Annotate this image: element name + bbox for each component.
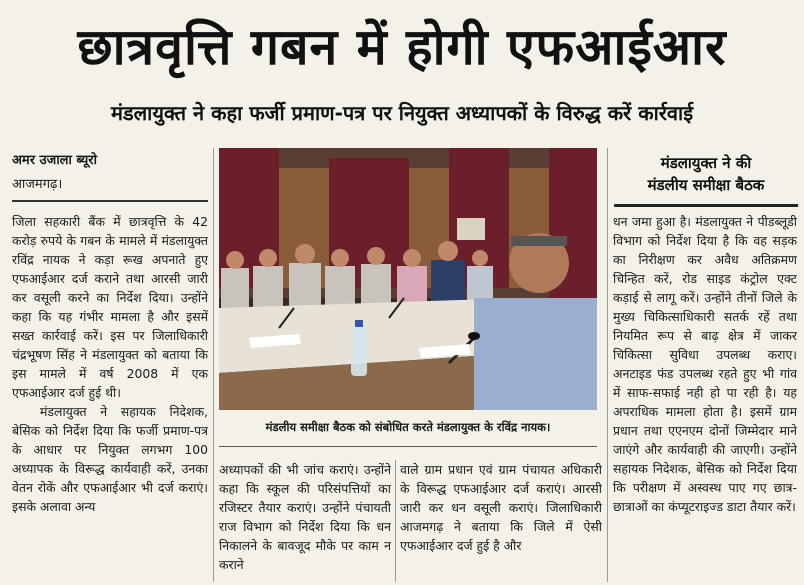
column2-paragraph-1: अध्यापकों की भी जांच कराएं। उन्होंने कहा कि स्कूल की परिसंपत्तियों का रजिस्टर तैयार कराएं। उन्होंने पंचायती राज विभाग को निर्देश दिया कि धन निकालने के बावजूद मौके पर काम न कराने — [219, 462, 391, 572]
column3-paragraph-1: वाले ग्राम प्रधान एवं ग्राम पंचायत अधिकारी के विरूद्ध एफआईआर दर्ज कराएं। आरसी जारी कर धन वसूली कराएं। जिलाधिकारी आजमगढ़ ने बताया कि जिले में ऐसी एफआईआर दर्ज हुई है और — [400, 462, 602, 553]
sidebox-title-line-2: मंडलीय समीक्षा बैठक — [647, 176, 765, 194]
column4-paragraph-1: धन जमा हुआ है। मंडलायुक्त ने पीडब्लूडी विभाग को निर्देश दिया है कि वह सड़क का निरीक्षण कर अवैध अतिक्रमण चिन्हित करें, रोड साइड कंट्रोल एक्ट कड़ाई से लागू करें। उन्होंने तीनों जिले के मुख्य चिकित्साधिकारी सतर्क रहें तथा नियमित रूप से बाढ़ क्षेत्र में जाकर चिकित्सा सुविधा उपलब्ध कराए। अनटाइड फंड उपलब्ध रहते हुए भी गांव में साफ-सफाई नही हो पा रही है। यह अपराधिक मामला होता है। इसमें ग्राम प्रधान तथा एएनएम दोनों जिम्मेदार माने जाएंगे और कार्यवाही की जाएगी। उन्होंने सहायक निदेशक, बेसिक को निर्देश दिया कि परीक्षण में अस्वस्थ पाए गए छात्र-छात्राओं का कंप्यूटराइज्ड डाटा तैयार करें। — [613, 214, 797, 514]
caption-divider — [219, 446, 597, 447]
byline: अमर उजाला ब्यूरो — [12, 153, 97, 168]
byline-divider — [12, 200, 208, 202]
article-column-1 — [12, 212, 208, 582]
photo-caption: मंडलीय समीक्षा बैठक को संबोधित करते मंडलायुक्त के रविंद्र नायक। — [265, 420, 551, 434]
subheadline: मंडलायुक्त ने कहा फर्जी प्रमाण-पत्र पर नियुक्त अध्यापकों के विरुद्ध करें कार्रवाई — [110, 101, 694, 125]
column1-paragraph-2: मंडलायुक्त ने सहायक निदेशक, बेसिक को निर्देश दिया कि फर्जी प्रमाण-पत्र के आधार पर नियुक्त लगभग 100 अध्यापक के विरूद्ध कार्यवाही करें, उनका वेतन रोकें और एफआईआर भी दर्ज कराएं। इसके अलावा अन्य — [12, 404, 208, 514]
column-divider — [607, 148, 608, 582]
sidebox-divider — [614, 204, 798, 207]
column-divider — [395, 460, 396, 582]
column-divider — [213, 148, 214, 582]
article-column-4 — [613, 212, 797, 582]
article-column-2 — [219, 460, 391, 582]
meeting-photo — [219, 148, 597, 410]
dateline: आजमगढ़। — [12, 177, 63, 192]
sidebox-title — [614, 148, 798, 202]
headline: छात्रवृत्ति गबन में होगी एफआईआर — [77, 18, 727, 76]
sidebox-title-line-1: मंडलायुक्त ने की — [660, 154, 752, 172]
article-column-3 — [400, 460, 602, 582]
column1-paragraph-1: जिला सहकारी बैंक में छात्रवृत्ति के 42 करोड़ रुपये के गबन के मामले में मंडलायुक्त रविंद्र नायक ने कड़ा रूख अपनाते हुए एफआईआर दर्ज कराने तथा आरसी जारी कर वसूली करने का निर्देश दिया। उन्होंने कहा कि यह गंभीर मामला है और इसमें सख्त कार्रवाई करें। इस पर जिलाधिकारी चंद्रभूषण सिंह ने मंडलायुक्त को बताया कि इस मामले में वर्ष 2008 में एक एफआईआर दर्ज हुई थी। — [12, 214, 208, 400]
